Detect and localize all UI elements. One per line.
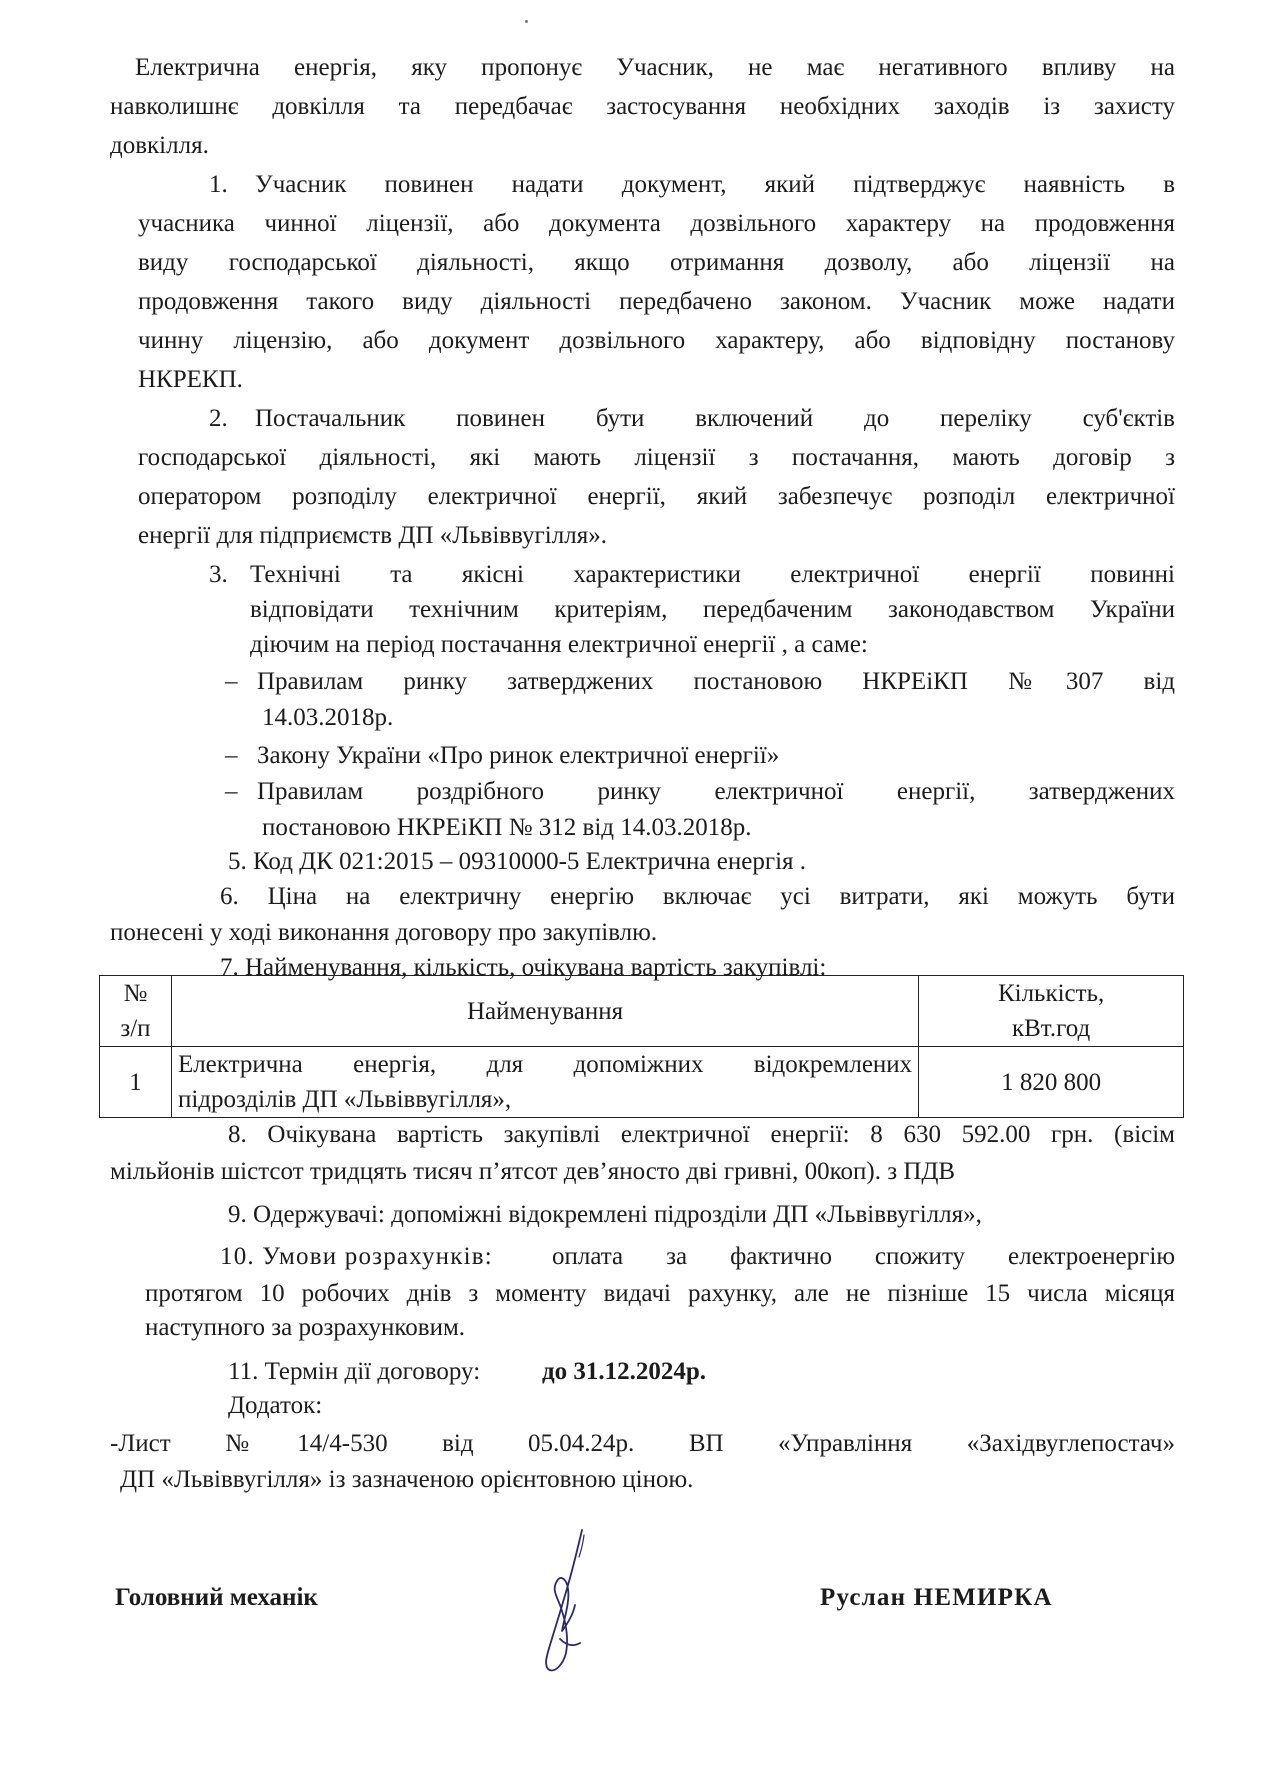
header-name: Найменування [171, 976, 918, 1047]
intro-line-2: навколишнє довкілля та передбачає застосування необхідних заходів із захисту [110, 93, 1175, 120]
header-number-line-1: № [123, 980, 148, 1007]
item-10-line-2: протягом 10 робочих днів з моменту видачі рахунку, але не пізніше 15 числа місяця [145, 1280, 1175, 1307]
item-3-line-3: діючим на період постачання електричної енергії , а саме: [250, 631, 868, 658]
signatory-position: Головний механік [115, 1584, 318, 1611]
bullet-2-line-1: Закону України «Про ринок електричної енергії» [257, 742, 780, 769]
bullet-1-dash: – [225, 668, 238, 695]
row-name-line-1: Електрична енергія, для допоміжних відокремлених [177, 1051, 913, 1078]
header-quantity-line-2: кВт.год [1011, 1015, 1091, 1042]
table-row [100, 1047, 1184, 1118]
item-11-value: до 31.12.2024р. [542, 1358, 707, 1385]
header-quantity-line-1: Кількість, [997, 980, 1105, 1007]
item-1-line-2: учасника чинної ліцензії, або документа дозвільного характеру на продовження [138, 210, 1175, 237]
signatory-name: Руслан НЕМИРКА [820, 1584, 1053, 1611]
appendix-line-2: ДП «Львіввугілля» із зазначеною орієнтовною ціною. [120, 1466, 694, 1493]
appendix-title: Додаток: [228, 1392, 323, 1419]
item-2-number: 2. [209, 405, 228, 432]
bullet-1-line-1: Правилам ринку затверджених постановою НКРЕіКП №307 від [257, 668, 1175, 695]
item-2-line-4: енергії для підприємств ДП «Львіввугілля». [138, 522, 607, 549]
item-1-line-5: чинну ліцензію, або документ дозвільного характеру, або відповідну постанову [138, 327, 1175, 354]
header-number-line-2: з/п [120, 1015, 151, 1042]
row-name-line-2: підрозділів ДП «Львіввугілля», [177, 1086, 512, 1113]
item-3-line-2: відповідати технічним критеріям, передбаченим законодавством України [250, 596, 1175, 623]
item-6-line-2: понесені у ході виконання договору про закупівлю. [110, 919, 658, 946]
procurement-table [99, 975, 1184, 1118]
item-1-line-3: виду господарської діяльності, якщо отримання дозволу, або ліцензії на [138, 249, 1175, 276]
handwritten-signature [528, 1527, 598, 1682]
item-1-line-4: продовження такого виду діяльності передбачено законом. Учасник може надати [138, 288, 1175, 315]
item-6-line-1: 6. Ціна на електричну енергію включає усі витрати, які можуть бути [220, 883, 1175, 910]
item-8-line-2: мільйонів шістсот тридцять тисяч п’ятсот дев’яносто дві гривні, 00коп). з ПДВ [110, 1158, 956, 1185]
item-2-line-3: оператором розподілу електричної енергії, який забезпечує розподіл електричної [138, 483, 1175, 510]
item-2-line-2: господарської діяльності, які мають ліцензії з постачання, мають договір з [138, 444, 1175, 471]
item-9-line: 9. Одержувачі: допоміжні відокремлені підрозділи ДП «Львіввугілля», [228, 1201, 982, 1228]
bullet-3-line-2: постановою НКРЕіКП № 312 від 14.03.2018р. [262, 814, 752, 841]
appendix-line-1: -Лист №14/4-530 від 05.04.24р. ВП «Управління «Західвуглепостач» [110, 1430, 1175, 1457]
intro-line-3: довкілля. [110, 132, 209, 159]
item-10-line-3: наступного за розрахунковим. [145, 1314, 466, 1341]
item-1-line-6: НКРЕКП. [138, 366, 243, 393]
row-number: 1 [100, 1047, 172, 1118]
item-8-line-1: 8. Очікувана вартість закупівлі електричної енергії: 8 630 592.00 грн. (вісім [228, 1121, 1175, 1148]
item-2-line-1: Постачальник повинен бути включений до переліку суб'єктів [255, 405, 1175, 432]
item-1-line-1: Учасник повинен надати документ, який підтверджує наявність в [255, 171, 1175, 198]
bullet-1-line-2: 14.03.2018р. [262, 704, 394, 731]
item-3-line-1: Технічні та якісні характеристики електричної енергії повинні [250, 561, 1175, 588]
row-quantity: 1 820 800 [919, 1047, 1184, 1118]
table-header-row [100, 976, 1184, 1047]
bullet-3-line-1: Правилам роздрібного ринку електричної енергії, затверджених [257, 778, 1175, 805]
header-quantity [919, 976, 1184, 1047]
bullet-2-dash: – [225, 742, 238, 769]
header-number [100, 976, 172, 1047]
row-name [171, 1047, 918, 1118]
item-7-line: 7. Найменування, кількість, очікувана вартість закупівлі: [220, 954, 827, 981]
item-10-label: 10. Умови розрахунків: [220, 1243, 493, 1270]
bullet-3-dash: – [225, 778, 238, 805]
scan-speck [525, 20, 528, 23]
intro-line-1: Електрична енергія, яку пропонує Учасник, не має негативного впливу на [135, 54, 1175, 81]
item-3-number: 3. [209, 561, 228, 588]
item-1-number: 1. [209, 171, 228, 198]
item-11-label: 11. Термін дії договору: [228, 1358, 481, 1385]
item-10-line-1: оплата за фактично спожиту електроенергію [552, 1243, 1175, 1270]
item-5-line: 5. Код ДК 021:2015 – 09310000-5 Електрична енергія . [228, 848, 807, 875]
